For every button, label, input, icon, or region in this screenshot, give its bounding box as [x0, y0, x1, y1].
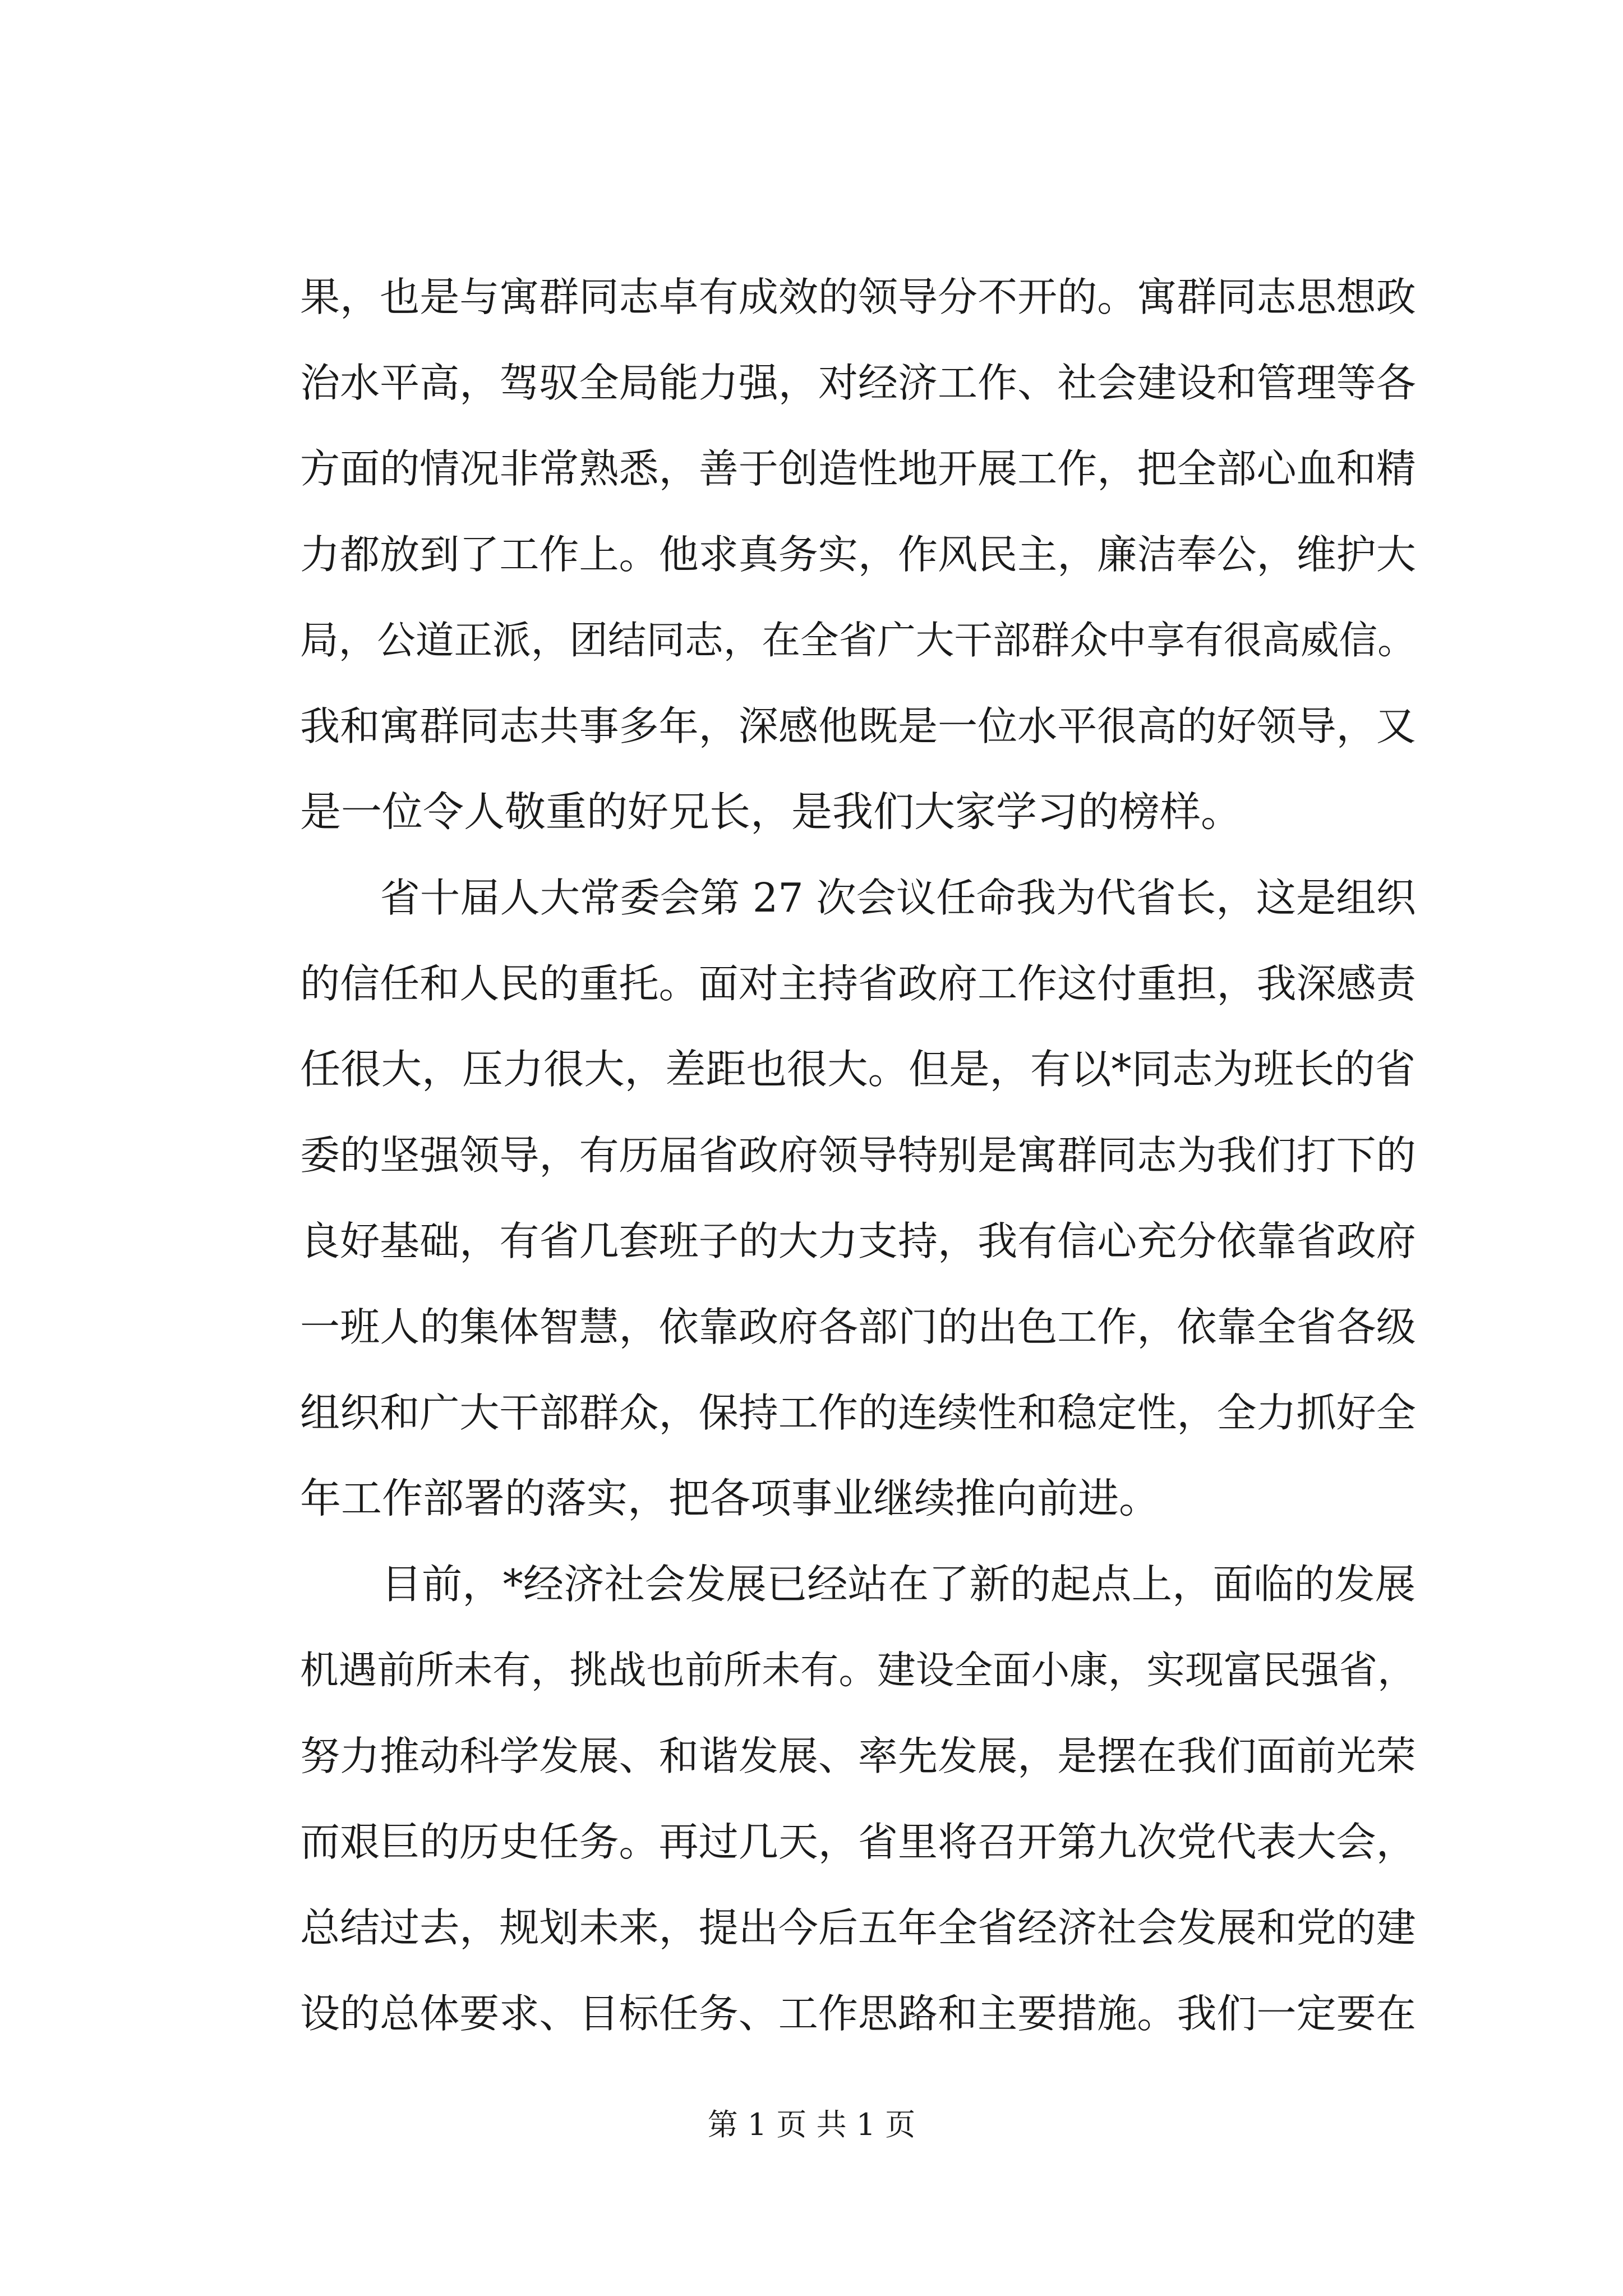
text-line: 一班人的集体智慧，依靠政府各部门的出色工作，依靠全省各级 [300, 1304, 1416, 1350]
text-line: 年工作部署的落实，把各项事业继续推向前进。 [300, 1475, 1160, 1522]
text-line: 果，也是与寓群同志卓有成效的领导分不开的。寓群同志思想政 [300, 274, 1416, 320]
text-line: 是一位令人敬重的好兄长，是我们大家学习的榜样。 [300, 788, 1242, 836]
text-line: 力都放到了工作上。他求真务实，作风民主，廉洁奉公，维护大 [300, 531, 1416, 578]
text-line: 委的坚强领导，有历届省政府领导特别是寓群同志为我们打下的 [300, 1132, 1416, 1179]
page-footer: 第 1 页 共 1 页 [707, 2107, 916, 2142]
text-line: 方面的情况非常熟悉，善于创造性地开展工作，把全部心血和精 [300, 445, 1416, 492]
text-line: 我和寓群同志共事多年，深感他既是一位水平很高的好领导，又 [300, 703, 1416, 749]
text-line: 任很大，压力很大，差距也很大。但是，有以*同志为班长的省 [300, 1046, 1416, 1093]
text-line: 组织和广大干部群众，保持工作的连续性和稳定性，全力抓好全 [300, 1389, 1416, 1436]
text-line: 目前，*经济社会发展已经站在了新的起点上，面临的发展 [300, 1561, 1416, 1608]
text-line: 的信任和人民的重托。面对主持省政府工作这付重担，我深感责 [300, 960, 1416, 1007]
text-line: 而艰巨的历史任务。再过几天，省里将召开第九次党代表大会， [300, 1819, 1416, 1865]
text-line: 治水平高，驾驭全局能力强，对经济工作、社会建设和管理等各 [300, 360, 1416, 406]
text-line: 省十届人大常委会第 27 次会议任命我为代省长，这是组织 [300, 875, 1416, 921]
text-line: 机遇前所未有，挑战也前所未有。建设全面小康，实现富民强省， [300, 1648, 1416, 1693]
text-line: 努力推动科学发展、和谐发展、率先发展，是摆在我们面前光荣 [300, 1733, 1416, 1779]
text-line: 局，公道正派，团结同志，在全省广大干部群众中享有很高威信。 [300, 618, 1416, 663]
text-line: 总结过去，规划未来，提出今后五年全省经济社会发展和党的建 [300, 1904, 1416, 1951]
text-line: 良好基础，有省几套班子的大力支持，我有信心充分依靠省政府 [300, 1218, 1416, 1264]
text-line: 设的总体要求、目标任务、工作思路和主要措施。我们一定要在 [300, 1990, 1416, 2037]
